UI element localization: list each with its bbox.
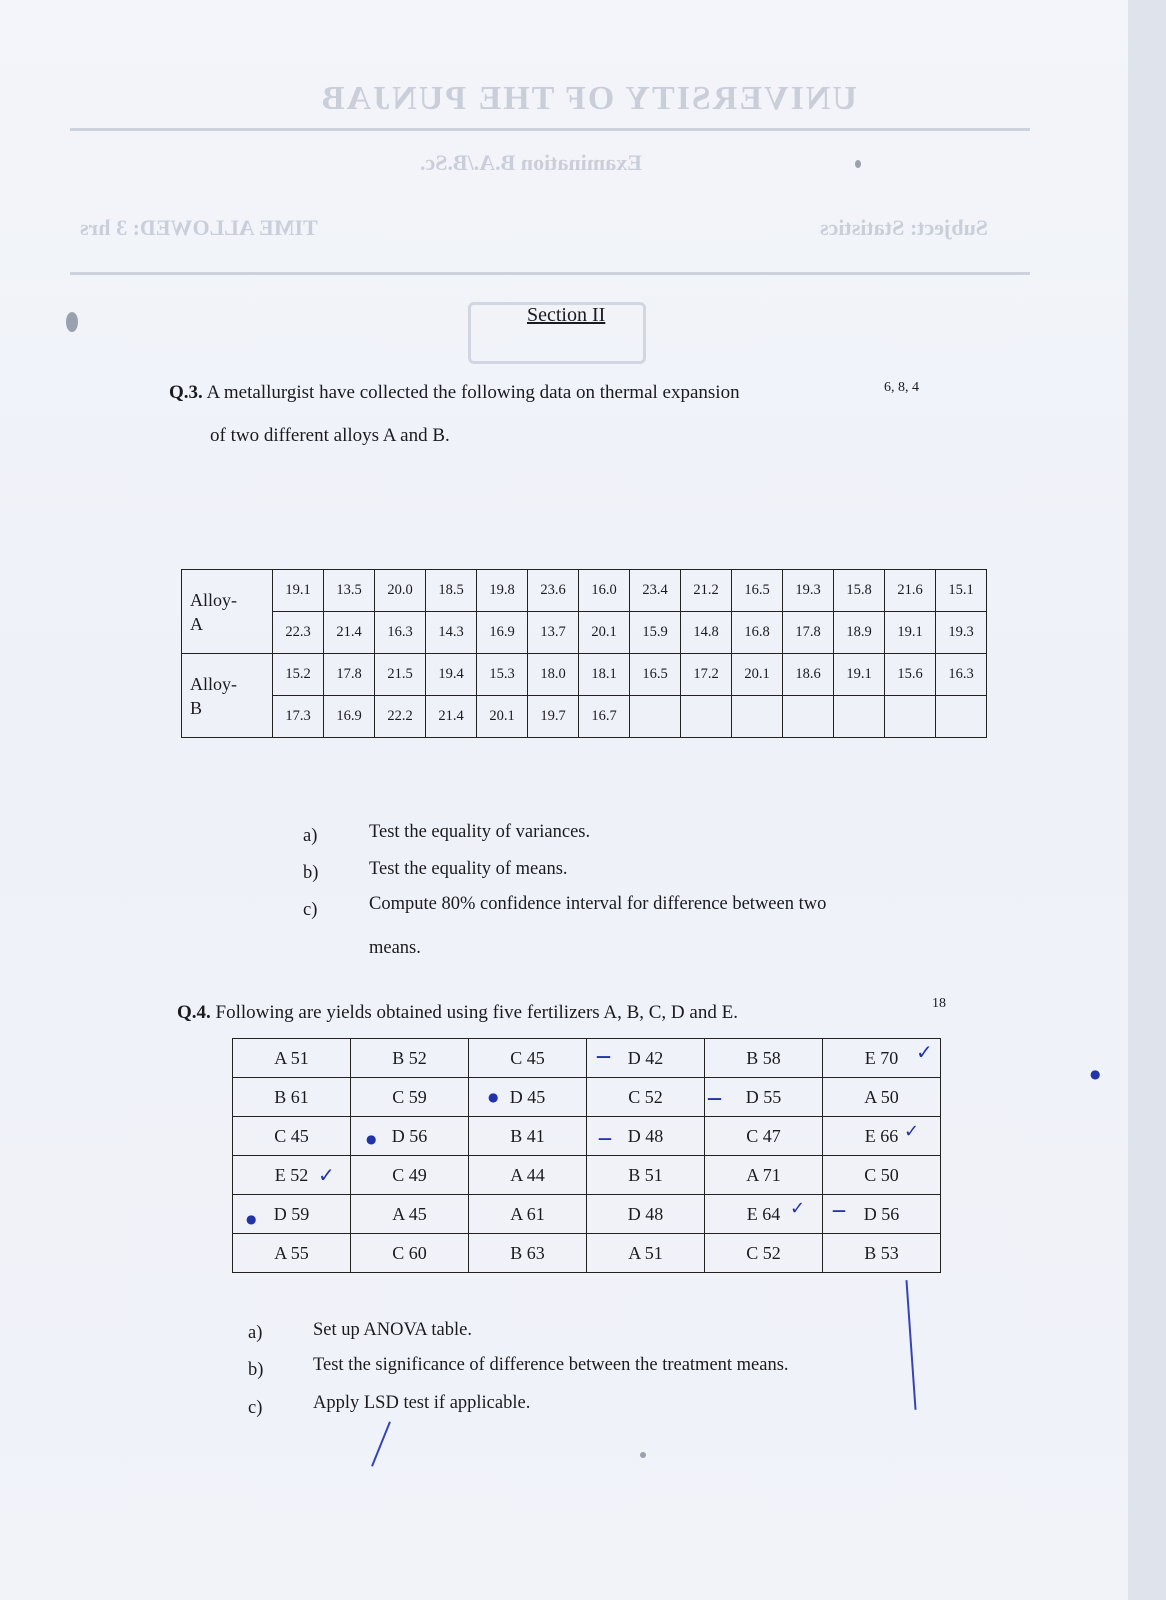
table-row: [233, 1039, 941, 1078]
table-cell: C 59: [351, 1078, 469, 1117]
table-cell: D 48: [587, 1195, 705, 1234]
table-cell: 16.8: [732, 612, 783, 654]
table-cell: 15.3: [477, 654, 528, 696]
table-cell: [936, 696, 987, 738]
table-cell: 19.1: [273, 570, 324, 612]
table-cell: A 51: [233, 1039, 351, 1078]
table-cell: B 51: [587, 1156, 705, 1195]
table-cell: 17.3: [273, 696, 324, 738]
table-cell: C 52: [705, 1234, 823, 1273]
table-cell: 15.9: [630, 612, 681, 654]
pen-tick-icon: ✓: [904, 1121, 920, 1142]
table-cell: A 55: [233, 1234, 351, 1273]
table-row: [233, 1117, 941, 1156]
pen-stroke: [371, 1421, 391, 1466]
table-cell: B 53: [823, 1234, 941, 1273]
table-cell: 17.8: [783, 612, 834, 654]
table-cell: 19.4: [426, 654, 477, 696]
table-cell: A 45: [351, 1195, 469, 1234]
table-cell: B 41: [469, 1117, 587, 1156]
bleed-through-rule: [70, 128, 1030, 131]
table-cell: E 64: [705, 1195, 823, 1234]
scan-speck: [640, 1452, 646, 1458]
table-cell: 16.3: [375, 612, 426, 654]
fertilizer-yield-table: [232, 1038, 941, 1273]
table-cell: C 45: [469, 1039, 587, 1078]
table-cell: 13.5: [324, 570, 375, 612]
table-cell: 16.0: [579, 570, 630, 612]
table-cell: 15.6: [885, 654, 936, 696]
pen-dot-icon: ●: [1090, 1067, 1101, 1081]
pen-dash-icon: —: [596, 1047, 611, 1065]
table-cell: 19.3: [783, 570, 834, 612]
table-row: [233, 1078, 941, 1117]
table-cell: 18.6: [783, 654, 834, 696]
q4-part-a-label: a): [248, 1323, 263, 1343]
table-cell: 16.7: [579, 696, 630, 738]
scan-background-edge: [1128, 0, 1166, 1600]
bleed-through-right: Subject: Statistics: [820, 215, 989, 240]
pen-dot-icon: ●: [366, 1132, 377, 1146]
alloy-a-label-line1: Alloy-: [190, 589, 237, 610]
table-cell: 22.2: [375, 696, 426, 738]
table-cell: 16.5: [732, 570, 783, 612]
table-cell: 19.7: [528, 696, 579, 738]
alloy-a-label-line2: A: [190, 613, 203, 634]
q4-part-c-label: c): [248, 1398, 263, 1418]
table-cell: 14.3: [426, 612, 477, 654]
pen-dot-icon: ●: [488, 1090, 499, 1104]
pen-tick-icon: ✓: [318, 1163, 335, 1187]
bleed-through-left: TIME ALLOWED: 3 hrs: [80, 215, 318, 240]
table-cell: D 42: [587, 1039, 705, 1078]
table-cell: 17.2: [681, 654, 732, 696]
table-cell: [681, 696, 732, 738]
table-cell: D 48: [587, 1117, 705, 1156]
table-cell: B 63: [469, 1234, 587, 1273]
table-cell: 21.5: [375, 654, 426, 696]
q4-part-a-text: Set up ANOVA table.: [313, 1320, 472, 1340]
table-cell: E 66: [823, 1117, 941, 1156]
table-cell: 19.1: [885, 612, 936, 654]
table-cell: C 50: [823, 1156, 941, 1195]
table-cell: 13.7: [528, 612, 579, 654]
table-cell: 15.2: [273, 654, 324, 696]
table-cell: 23.4: [630, 570, 681, 612]
table-row: [233, 1156, 941, 1195]
table-cell: 21.2: [681, 570, 732, 612]
table-cell: 20.0: [375, 570, 426, 612]
table-cell: 20.1: [732, 654, 783, 696]
table-cell: [630, 696, 681, 738]
table-cell: 18.9: [834, 612, 885, 654]
pen-dot-icon: ●: [246, 1212, 257, 1226]
table-cell: 16.9: [477, 612, 528, 654]
q3-part-b-text: Test the equality of means.: [369, 859, 568, 879]
bleed-through-rule: [70, 272, 1030, 275]
table-cell: A 51: [587, 1234, 705, 1273]
table-cell: [834, 696, 885, 738]
table-cell: 19.1: [834, 654, 885, 696]
pen-dash-icon: —: [598, 1131, 612, 1147]
alloy-b-label: [182, 654, 273, 738]
q3-part-b-label: b): [303, 863, 319, 883]
q3-heading: [169, 382, 740, 404]
table-cell: D 55: [705, 1078, 823, 1117]
alloy-a-row-2: [182, 612, 987, 654]
table-cell: C 45: [233, 1117, 351, 1156]
table-cell: D 59: [233, 1195, 351, 1234]
q3-part-c-text-cont: means.: [369, 938, 421, 958]
table-cell: [732, 696, 783, 738]
q3-marks: 6, 8, 4: [884, 380, 919, 395]
table-cell: 14.8: [681, 612, 732, 654]
table-cell: 22.3: [273, 612, 324, 654]
table-cell: 18.0: [528, 654, 579, 696]
pen-tick-icon: ✓: [790, 1198, 806, 1219]
q4-marks: 18: [932, 996, 946, 1011]
table-cell: 16.9: [324, 696, 375, 738]
table-cell: B 58: [705, 1039, 823, 1078]
table-cell: 18.5: [426, 570, 477, 612]
q3-part-a-text: Test the equality of variances.: [369, 822, 591, 842]
q3-part-c-label: c): [303, 900, 318, 920]
bleed-through-header: UNIVERSITY OF THE PUNJAB: [320, 80, 857, 117]
table-cell: 19.3: [936, 612, 987, 654]
table-cell: E 70: [823, 1039, 941, 1078]
alloy-b-row-1: [182, 654, 987, 696]
table-cell: E 52: [233, 1156, 351, 1195]
table-cell: 15.1: [936, 570, 987, 612]
pen-stroke: [905, 1280, 916, 1410]
table-cell: 23.6: [528, 570, 579, 612]
q4-label: Q.4.: [177, 1002, 211, 1023]
table-cell: [885, 696, 936, 738]
pen-dash-icon: —: [707, 1089, 722, 1107]
section-title: Section II: [527, 304, 606, 326]
table-cell: A 71: [705, 1156, 823, 1195]
table-cell: 21.4: [324, 612, 375, 654]
alloy-b-row-2: [182, 696, 987, 738]
table-cell: [783, 696, 834, 738]
table-cell: 20.1: [579, 612, 630, 654]
table-cell: C 60: [351, 1234, 469, 1273]
pen-tick-icon: ✓: [916, 1040, 933, 1064]
q3-part-a-label: a): [303, 826, 318, 846]
bleed-through-subheader: Examination B.A./B.Sc.: [420, 150, 642, 175]
q4-text: Following are yields obtained using five fertilizers A, B, C, D and E.: [215, 1002, 738, 1023]
alloy-b-label-line1: Alloy-: [190, 673, 237, 694]
alloy-data-table: [181, 569, 987, 738]
table-cell: C 52: [587, 1078, 705, 1117]
q4-part-c-text: Apply LSD test if applicable.: [313, 1393, 531, 1413]
table-cell: C 47: [705, 1117, 823, 1156]
table-cell: B 61: [233, 1078, 351, 1117]
alloy-a-label: [182, 570, 273, 654]
table-cell: A 44: [469, 1156, 587, 1195]
table-cell: A 61: [469, 1195, 587, 1234]
table-cell: D 56: [351, 1117, 469, 1156]
table-cell: 17.8: [324, 654, 375, 696]
q4-part-b-text: Test the significance of difference between the treatment means.: [313, 1355, 789, 1375]
scan-speck: [855, 160, 861, 168]
q4-heading: [177, 1002, 738, 1024]
q3-text-line2: of two different alloys A and B.: [210, 425, 450, 446]
q3-part-c-text: Compute 80% confidence interval for difference between two: [369, 894, 827, 914]
table-cell: B 52: [351, 1039, 469, 1078]
table-cell: D 45: [469, 1078, 587, 1117]
table-cell: 21.4: [426, 696, 477, 738]
q3-text-line1: A metallurgist have collected the following data on thermal expansion: [206, 382, 740, 403]
table-cell: D 56: [823, 1195, 941, 1234]
table-cell: 18.1: [579, 654, 630, 696]
table-row: [233, 1234, 941, 1273]
q3-label: Q.3.: [169, 382, 203, 403]
pen-dash-icon: —: [832, 1203, 846, 1219]
scan-speck: [66, 312, 78, 332]
table-cell: 21.6: [885, 570, 936, 612]
table-cell: 16.3: [936, 654, 987, 696]
table-cell: A 50: [823, 1078, 941, 1117]
alloy-a-row-1: [182, 570, 987, 612]
table-cell: 16.5: [630, 654, 681, 696]
table-cell: 15.8: [834, 570, 885, 612]
table-cell: C 49: [351, 1156, 469, 1195]
table-cell: 20.1: [477, 696, 528, 738]
q4-part-b-label: b): [248, 1360, 264, 1380]
alloy-b-label-line2: B: [190, 697, 203, 718]
table-cell: 19.8: [477, 570, 528, 612]
